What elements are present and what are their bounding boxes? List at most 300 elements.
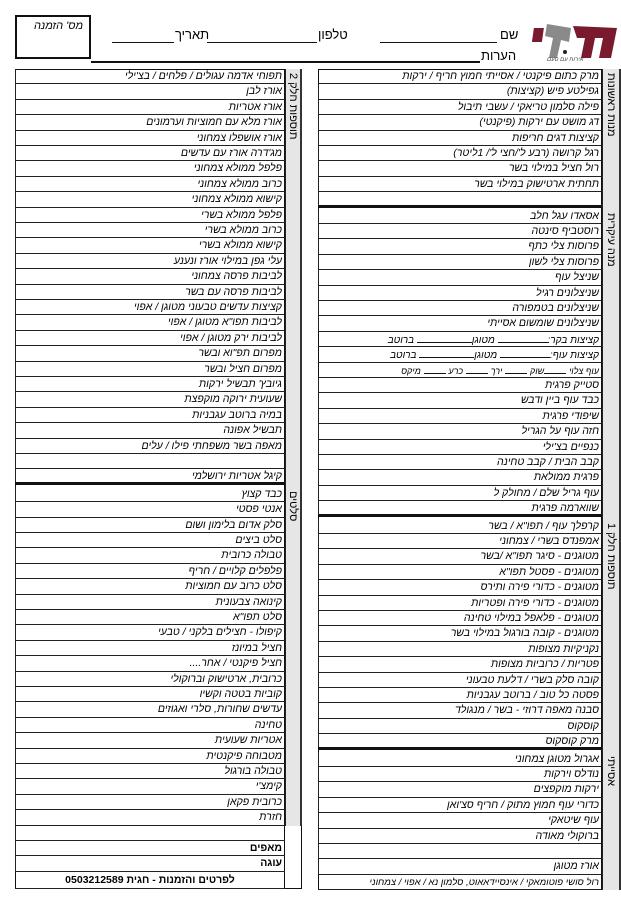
quantity-cell[interactable]	[15, 625, 98, 639]
menu-item-label: פרגית ממולאת	[533, 471, 599, 484]
menu-row	[15, 223, 285, 238]
left-menu-table	[15, 69, 302, 890]
quantity-cell[interactable]	[318, 501, 404, 513]
menu-row	[15, 749, 285, 764]
menu-item-label	[99, 826, 285, 840]
quantity-cell[interactable]	[15, 718, 98, 732]
menu-row	[318, 177, 602, 192]
menu-row	[15, 285, 285, 300]
menu-item-label: טבולה בורגול	[224, 765, 282, 777]
menu-row	[15, 502, 285, 517]
quantity-cell[interactable]	[15, 702, 98, 716]
menu-row	[318, 192, 602, 207]
section-tab-sides-2	[285, 69, 302, 487]
menu-row	[318, 767, 602, 782]
menu-item-label: מפרום תפ"וא ובשר	[198, 347, 282, 360]
menu-item-label: פרוסות צלי לשון	[528, 255, 599, 268]
menu-item-label: מג'דרה אורז עם עדשים	[180, 147, 282, 159]
menu-item-label: פסטה כל טוב / ברוטב עגבניות	[466, 689, 599, 701]
quantity-cell[interactable]	[15, 764, 98, 778]
menu-item-label: קישוא ממולא בשרי	[198, 239, 282, 252]
menu-row	[318, 255, 602, 270]
menu-item-label: רוסטביף סינטה	[531, 225, 599, 237]
quantity-cell[interactable]	[318, 519, 404, 533]
quantity-cell[interactable]	[318, 455, 404, 469]
quantity-cell[interactable]	[15, 300, 98, 314]
quantity-cell[interactable]	[318, 440, 404, 454]
quantity-cell[interactable]	[15, 161, 98, 175]
menu-item-label: כרובית, ארטישוק וברוקולי	[170, 672, 282, 685]
quantity-cell[interactable]	[318, 409, 404, 423]
sushi-row	[318, 875, 602, 890]
sauce-option: ברוטב	[390, 350, 417, 362]
menu-row	[15, 300, 285, 315]
menu-row	[15, 100, 285, 115]
quantity-cell[interactable]	[15, 331, 98, 345]
menu-item-label: גפילטע פיש (קציצות)	[506, 85, 599, 98]
menu-row	[318, 224, 602, 239]
quantity-cell[interactable]	[318, 301, 404, 315]
menu-row	[15, 702, 285, 717]
menu-item-label: אגרול מטוגן צמחוני	[514, 752, 599, 765]
menu-row	[318, 424, 602, 439]
quantity-cell[interactable]	[15, 595, 98, 609]
quantity-cell[interactable]	[318, 255, 404, 269]
quantity-cell[interactable]	[318, 642, 404, 656]
menu-item-label: כבד קצוץ	[241, 487, 282, 500]
menu-row	[15, 795, 285, 810]
quantity-cell[interactable]	[15, 749, 98, 763]
quantity-cell[interactable]	[15, 84, 98, 98]
menu-row	[15, 641, 285, 656]
menu-item-label: טחינה	[254, 718, 282, 731]
menu-row	[15, 656, 285, 671]
menu-item-label: קוביות בטטה וקשיו	[199, 688, 282, 700]
quantity-cell[interactable]	[15, 392, 98, 406]
quantity-cell[interactable]	[15, 69, 98, 83]
menu-item-label: קימצ'י	[255, 780, 282, 793]
quantity-cell[interactable]	[15, 826, 98, 840]
quantity-cell[interactable]	[15, 487, 98, 501]
menu-item-label	[405, 844, 602, 858]
quantity-cell[interactable]	[15, 795, 98, 809]
logo	[525, 20, 617, 64]
menu-item-label: פרוסות צלי כתף	[528, 240, 599, 253]
menu-row	[15, 115, 285, 130]
quantity-cell[interactable]	[318, 829, 404, 843]
menu-item-label: כבד עוף ביין ודבש	[520, 394, 599, 407]
menu-row	[318, 829, 602, 844]
quantity-cell[interactable]	[318, 611, 404, 625]
menu-row	[15, 377, 285, 392]
date-label: תאריך	[175, 27, 210, 42]
quantity-cell[interactable]	[15, 779, 98, 793]
menu-item-label: כרובית פקאן	[227, 795, 282, 808]
menu-row	[318, 69, 602, 84]
menu-row	[15, 718, 285, 733]
quantity-cell[interactable]	[15, 579, 98, 593]
menu-row	[318, 657, 602, 672]
menu-item-label: קיפולו - חצילים בלקני / טבעי	[158, 626, 282, 639]
quantity-cell[interactable]	[15, 254, 98, 268]
quantity-cell[interactable]	[15, 518, 98, 532]
quantity-cell[interactable]	[318, 161, 404, 175]
menu-row	[15, 779, 285, 794]
menu-item-label: אסאדו עגל חלב	[530, 209, 599, 222]
menu-item-label: מטבוחה פיקנטית	[206, 749, 282, 762]
quantity-cell[interactable]	[318, 798, 404, 812]
menu-item-label: קישוא ממולא צמחוני	[191, 193, 282, 206]
menu-row	[15, 533, 285, 548]
menu-item-label: פלפלים קלויים / חריף	[188, 564, 282, 577]
quantity-cell[interactable]	[318, 549, 404, 563]
menu-item-label: סלק אדום בלימון ושום	[185, 518, 282, 531]
menu-item-label: גיובץ' תבשיל ירקות	[198, 378, 282, 390]
quantity-cell[interactable]	[318, 239, 404, 253]
beef-patties-label: קציצות בקר:	[547, 334, 599, 346]
quantity-cell[interactable]	[318, 146, 404, 160]
quantity-cell[interactable]	[318, 470, 404, 484]
menu-row	[15, 238, 285, 253]
menu-row	[318, 596, 602, 611]
name-field[interactable]	[380, 42, 497, 43]
quantity-cell[interactable]	[15, 115, 98, 129]
section-tab-asian	[602, 752, 621, 891]
quantity-cell[interactable]	[318, 378, 404, 392]
menu-row	[15, 841, 285, 856]
menu-item-label: כדורי עוף חמוץ מתוק / חריף סצ'ואן	[447, 798, 599, 811]
quantity-cell[interactable]	[318, 719, 404, 733]
menu-item-label: סלט ביצים	[235, 534, 282, 546]
menu-row	[15, 177, 285, 192]
menu-item-label	[405, 192, 602, 204]
menu-item-label: דג מושט עם ירקות (פיקנטי)	[479, 116, 599, 129]
menu-row	[318, 301, 602, 316]
menu-item-label: מאפים	[249, 842, 282, 854]
menu-row	[318, 642, 602, 657]
menu-item-label: עוגה	[260, 857, 282, 870]
menu-item-label: ברוקולי מאודה	[535, 829, 599, 842]
menu-item-label: פטריות / כרוביות מצופות	[490, 658, 599, 671]
menu-item-label: מטוגנים - כדורי פירה ותירס	[480, 581, 599, 594]
menu-item-label: פילה סלמון טריאקי / עשבי תיבול	[457, 100, 599, 113]
menu-row	[318, 146, 602, 161]
menu-item-label: עוף שיטאקי	[548, 814, 599, 827]
quantity-cell[interactable]	[15, 131, 98, 145]
quantity-cell[interactable]	[15, 238, 98, 252]
menu-row	[15, 733, 285, 748]
quantity-cell[interactable]	[318, 316, 404, 330]
menu-item-label: רגל קרושה (רבע ל'/חצי ל'/ 1ליטר)	[453, 147, 599, 159]
menu-row	[15, 610, 285, 625]
thigh-option: ירך	[490, 365, 503, 376]
section-title: סלטים	[287, 490, 299, 522]
menu-item-label: מרק קוסקוס	[545, 735, 599, 747]
menu-item-label: תבשיל אפונה	[223, 424, 282, 437]
menu-item-label: מטוגנים - כדורי פירה ופטריות	[471, 596, 599, 609]
menu-row	[15, 208, 285, 223]
menu-item-label: שעועית ירוקה מוקפצת	[184, 393, 282, 406]
menu-row	[318, 580, 602, 595]
quantity-cell[interactable]	[318, 596, 404, 610]
quantity-cell[interactable]	[15, 146, 98, 160]
menu-item-label: קרפלך עוף / תפו"א / בשר	[488, 519, 599, 532]
menu-row	[318, 844, 602, 859]
menu-item-label: תפוחי אדמה עגולים / פלחים / בצ'ילי	[124, 70, 282, 82]
quantity-cell[interactable]	[318, 703, 404, 717]
menu-row	[15, 625, 285, 640]
menu-item-label: כרוב ממולא צמחוני	[197, 177, 282, 190]
quantity-cell[interactable]	[318, 534, 404, 548]
quantity-cell[interactable]	[318, 626, 404, 640]
menu-row	[15, 408, 285, 423]
menu-item-label: ירקות מוקפצים	[533, 783, 599, 796]
menu-row	[318, 470, 602, 485]
quantity-cell[interactable]	[15, 315, 98, 329]
fried-option: מטוגן	[474, 350, 498, 362]
menu-item-label: עוף גריל שלם / מחולק ל	[493, 486, 599, 499]
quantity-cell[interactable]	[15, 672, 98, 686]
menu-item-label: במיה ברוטב עגבניות	[192, 408, 282, 421]
menu-row	[15, 439, 285, 454]
menu-item-label: חזה עוף על הגריל	[521, 425, 599, 438]
menu-row	[318, 565, 602, 580]
quantity-cell[interactable]	[15, 423, 98, 437]
menu-row	[15, 161, 285, 176]
menu-row	[15, 595, 285, 610]
section-title: תוספות חלק 1	[605, 522, 617, 590]
menu-row	[318, 378, 602, 393]
notes-field[interactable]	[91, 61, 480, 63]
quantity-cell[interactable]	[15, 687, 98, 701]
menu-row	[318, 673, 602, 688]
quantity-cell[interactable]	[15, 548, 98, 562]
tab-column-blank	[285, 826, 302, 889]
menu-item-label: קוסקוס	[567, 719, 599, 732]
menu-row	[15, 392, 285, 407]
menu-row	[15, 131, 285, 146]
menu-row	[318, 534, 602, 549]
quantity-cell[interactable]	[318, 673, 404, 687]
menu-row	[15, 672, 285, 687]
menu-item-label: אורז מטוגן	[553, 860, 599, 873]
menu-row	[15, 362, 285, 377]
logo-tagline: אירוח עם טעם	[547, 57, 584, 63]
quantity-cell[interactable]	[318, 192, 404, 204]
quantity-cell[interactable]	[318, 177, 404, 191]
menu-row	[318, 752, 602, 767]
quantity-cell[interactable]	[15, 841, 98, 855]
menu-item-label: קינואה צבעונית	[215, 595, 282, 608]
menu-row	[15, 856, 285, 871]
menu-item-label: קובה סלק בשרי / דלעת טבעוני	[465, 673, 599, 686]
quantity-cell[interactable]	[15, 656, 98, 670]
quantity-cell[interactable]	[15, 192, 98, 206]
phone-label: טלפון	[318, 27, 348, 42]
quantity-cell[interactable]	[15, 564, 98, 578]
menu-row	[318, 84, 602, 99]
quantity-cell[interactable]	[15, 223, 98, 237]
fried-option: מטוגן	[471, 334, 495, 346]
menu-row	[318, 409, 602, 424]
menu-item-label: פלפל ממולא צמחוני	[193, 162, 282, 175]
quantity-cell[interactable]	[318, 813, 404, 827]
quantity-cell[interactable]	[15, 469, 98, 481]
date-field[interactable]	[112, 42, 174, 43]
menu-item-label: תחתית ארטישוק במילוי בשר	[474, 177, 599, 190]
section-tab-starters	[602, 69, 621, 209]
section-tab-salads	[285, 487, 302, 826]
quantity-cell[interactable]	[15, 610, 98, 624]
menu-row	[15, 548, 285, 563]
quantity-cell[interactable]	[318, 286, 404, 300]
menu-row	[318, 270, 602, 285]
quantity-cell[interactable]	[318, 115, 404, 129]
quantity-cell[interactable]	[15, 502, 98, 516]
menu-item-label: עלי גפן במילוי אורז ונענע	[173, 254, 282, 267]
menu-row	[15, 84, 285, 99]
quantity-cell[interactable]	[15, 208, 98, 222]
quantity-cell[interactable]	[318, 688, 404, 702]
quantity-cell[interactable]	[318, 580, 404, 594]
quantity-cell[interactable]	[318, 424, 404, 438]
menu-item-label: קציצות עדשים טבעוני מטוגן / אפוי	[133, 301, 282, 313]
menu-row	[15, 192, 285, 207]
footer-row	[15, 872, 285, 889]
menu-item-label: קציצות דגים חריפות	[512, 131, 599, 144]
quantity-cell[interactable]	[15, 641, 98, 655]
menu-item-label: אורז אושפלו צמחוני	[196, 131, 282, 144]
quantity-cell[interactable]	[318, 752, 404, 766]
quantity-cell[interactable]	[15, 533, 98, 547]
menu-item-label: אורז מלא עם חמוציות וערמונים	[146, 116, 282, 129]
quantity-cell[interactable]	[318, 270, 404, 284]
menu-row	[318, 782, 602, 797]
menu-row	[318, 209, 602, 224]
menu-item-label: לביבות פרסה עם בשר	[185, 285, 282, 298]
menu-item-label: נודלס וירקות	[543, 768, 599, 780]
menu-item-label: מטוגנים - פלאפל במילוי טחינה	[463, 612, 599, 624]
section-title: תוספות חלק 2	[287, 73, 299, 140]
menu-row	[318, 100, 602, 115]
quantity-cell[interactable]	[15, 177, 98, 191]
menu-row	[318, 859, 602, 874]
menu-item-label: רול חציל במילוי בשר	[508, 162, 599, 175]
order-number-box[interactable]	[15, 15, 91, 59]
menu-row	[15, 331, 285, 346]
quantity-cell[interactable]	[318, 657, 404, 671]
menu-row	[318, 626, 602, 641]
menu-row	[318, 393, 602, 408]
quantity-cell[interactable]	[318, 767, 404, 781]
menu-item-label: שניצלונים רגיל	[536, 286, 599, 299]
contact-footer: לפרטים והזמנות - חגית 0503212589	[65, 873, 235, 886]
section-tab-sides-1	[602, 519, 621, 752]
menu-item-label: סלט תפו"א	[233, 611, 282, 623]
menu-row	[318, 286, 602, 301]
quantity-cell[interactable]	[15, 454, 98, 468]
quantity-cell[interactable]	[15, 100, 98, 114]
quantity-cell[interactable]	[318, 734, 404, 746]
menu-item-label: סבנה מאפה דרוזי - בשר / מנגולד	[454, 704, 599, 717]
menu-row	[318, 519, 602, 534]
quantity-cell[interactable]	[318, 486, 404, 500]
menu-row	[15, 254, 285, 269]
quantity-cell[interactable]	[318, 859, 404, 873]
quantity-cell[interactable]	[318, 393, 404, 407]
menu-item-label: מאפה בשר משפחתי פילו / עלים	[141, 439, 282, 452]
quantity-cell[interactable]	[15, 346, 98, 360]
quantity-cell[interactable]	[15, 285, 98, 299]
quantity-cell[interactable]	[318, 84, 404, 98]
menu-row	[15, 346, 285, 361]
quantity-cell[interactable]	[15, 856, 98, 870]
roast-chicken-row	[318, 363, 602, 378]
menu-row	[318, 115, 602, 130]
menu-item-label: אורז אטריות	[228, 100, 282, 113]
menu-item-label: לביבות תפו"א מטוגן / אפוי	[167, 316, 282, 329]
menu-item-label: שניצלונים בטמפורה	[512, 302, 599, 314]
quantity-cell[interactable]	[15, 810, 98, 824]
menu-row	[15, 518, 285, 533]
quantity-cell[interactable]	[318, 844, 404, 858]
chicken-patties-row	[318, 347, 602, 362]
menu-item-label: שניצלונים שומשום אסייתי	[487, 317, 599, 330]
sauce-option: ברוטב	[387, 334, 415, 346]
menu-item-label: פלפל ממולא בשרי	[201, 208, 282, 221]
beef-patties-row	[318, 332, 602, 347]
quantity-cell[interactable]	[318, 131, 404, 145]
quantity-cell[interactable]	[15, 362, 98, 376]
chicken-patties-label: קציצות עוף:	[549, 350, 599, 362]
menu-row	[318, 501, 602, 516]
quantity-cell[interactable]	[15, 439, 98, 453]
sushi-row-label: רול סושי פוטומאקי / אינסיידאאוט, סלמון נא / אפוי / צמחוני	[369, 876, 599, 888]
menu-row	[318, 316, 602, 331]
menu-row	[318, 703, 602, 718]
leg-option: כרע	[448, 365, 464, 376]
drumstick-option: שוק	[529, 365, 545, 376]
menu-item-label: נקניקיות מצופות	[528, 642, 599, 655]
quantity-cell[interactable]	[15, 269, 98, 283]
quantity-cell[interactable]	[15, 408, 98, 422]
menu-row	[318, 161, 602, 176]
menu-row	[318, 440, 602, 455]
menu-item-label: שיפודי פרגית	[542, 409, 599, 422]
menu-row	[15, 315, 285, 330]
menu-item-label: אמפנדס בשרי / צמחוני	[499, 535, 599, 547]
menu-row	[318, 719, 602, 734]
quantity-cell[interactable]	[318, 224, 404, 238]
menu-row	[15, 146, 285, 161]
menu-item-label: מטוגנים - קובה בורגול במילוי בשר	[450, 627, 599, 640]
quantity-cell[interactable]	[318, 209, 404, 223]
quantity-cell[interactable]	[318, 782, 404, 796]
menu-row	[15, 579, 285, 594]
menu-item-label: קיגל אטריות ירושלמי	[191, 470, 282, 482]
menu-item-label: קבב הבית / קבב טחינה	[496, 456, 599, 468]
quantity-cell[interactable]	[318, 565, 404, 579]
menu-row	[15, 564, 285, 579]
menu-item-label: אורז לבן	[246, 85, 282, 98]
menu-item-label: כרוב ממולא בשרי	[204, 224, 282, 236]
menu-row	[15, 826, 285, 841]
quantity-cell[interactable]	[15, 733, 98, 747]
menu-row	[15, 454, 285, 469]
phone-field[interactable]	[207, 42, 317, 43]
quantity-cell[interactable]	[15, 377, 98, 391]
quantity-cell[interactable]	[318, 100, 404, 114]
